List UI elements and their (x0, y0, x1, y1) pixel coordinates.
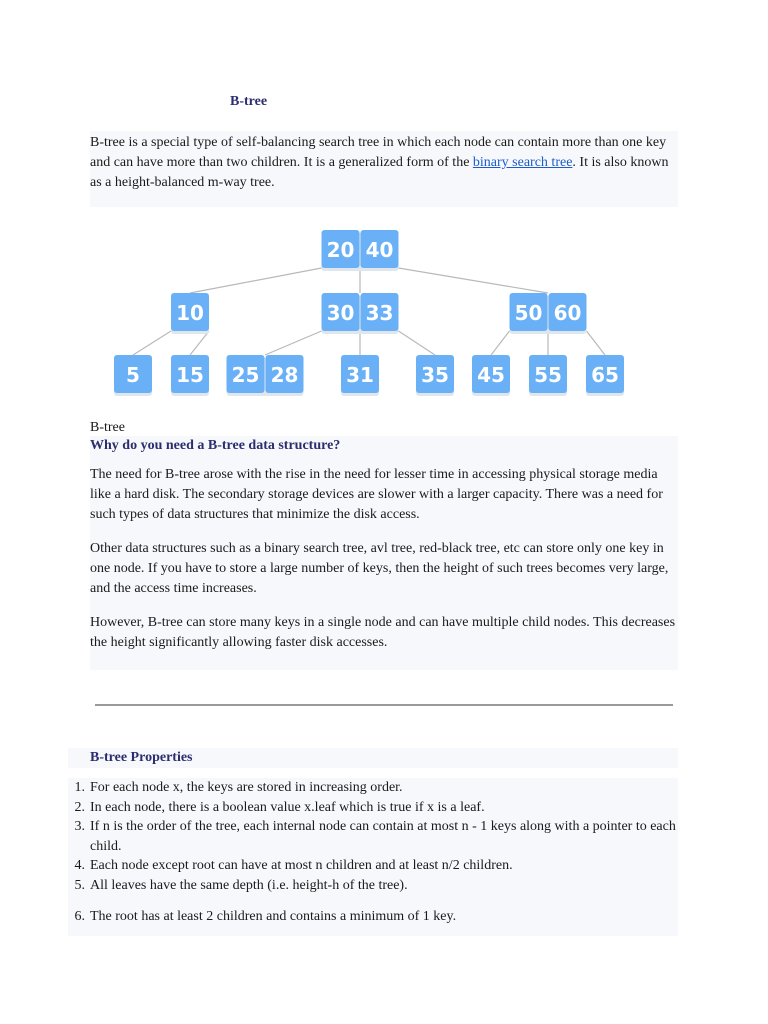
tree-edge (265, 331, 322, 355)
intro-panel (90, 131, 678, 207)
tree-node-leaf-55 (529, 355, 567, 396)
tree-key-label: 10 (176, 301, 204, 325)
intro-paragraph (90, 131, 678, 193)
tree-key-label: 5 (126, 363, 140, 387)
tree-key-label: 65 (591, 363, 619, 387)
tree-node-right (510, 293, 587, 334)
tree-edge (190, 331, 209, 355)
tree-key-label: 30 (326, 301, 355, 325)
tree-key-label: 20 (326, 238, 355, 262)
tree-key-label: 40 (365, 238, 394, 262)
binary-search-tree-link[interactable]: binary search tree (472, 155, 573, 170)
properties-heading-panel (68, 748, 678, 768)
properties-panel (68, 778, 678, 936)
tree-key-label: 33 (365, 301, 394, 325)
tree-edge (190, 268, 322, 293)
tree-key-label: 35 (421, 363, 449, 387)
tree-edge (399, 268, 549, 293)
tree-node-root (322, 230, 399, 271)
intro-text-end: . It is also known as a height-balanced m-way tree. (90, 155, 669, 190)
tree-node-leaf-35 (416, 355, 454, 396)
tree-edge (399, 331, 436, 355)
tree-node-leaf-5 (114, 355, 152, 396)
list-item: 4. Each node except root can have at most n children and at least n/2 children. (74, 858, 513, 873)
tree-key-label: 15 (176, 363, 204, 387)
tree-node-left (171, 293, 209, 334)
list-item: 2. In each node, there is a boolean value x.leaf which is true if x is a leaf. (74, 799, 485, 815)
tree-key-label: 31 (346, 363, 374, 387)
page-title: B-tree (230, 94, 268, 109)
btree-diagram (0, 220, 768, 410)
tree-key-label: 55 (534, 363, 562, 387)
btree-diagram-svg (0, 220, 768, 410)
list-item: 1. For each node x, the keys are stored in increasing order. (74, 780, 403, 795)
tree-node-leaf-15 (171, 355, 209, 396)
list-item: 3. If n is the order of the tree, each internal node can contain at most n - 1 keys along with a pointer to each child. (74, 819, 676, 854)
why-paragraph-2: Other data structures such as a binary search tree, avl tree, red-black tree, etc can store only one key in one node. If you have to store a large number of keys, then the height of such trees becomes very large, and the access time increases. (90, 541, 669, 596)
tree-key-label: 60 (553, 301, 582, 325)
tree-edge (133, 331, 171, 355)
list-item: 5. All leaves have the same depth (i.e. height-h of the tree). (74, 877, 408, 893)
tree-node-leaf-45 (472, 355, 510, 396)
properties-list (74, 778, 676, 927)
tree-key-label: 28 (270, 363, 299, 387)
tree-node-mid (322, 293, 399, 334)
why-panel (90, 436, 678, 670)
why-paragraph-1: The need for B-tree arose with the rise in the need for lesser time in accessing physical storage media like a hard disk. The secondary storage devices are slower with a larger capacity. There was a need for such types of data structures that minimize the disk access. (90, 467, 663, 522)
tree-nodes (114, 230, 624, 396)
list-item: 6. The root has at least 2 children and contains a minimum of 1 key. (74, 909, 457, 924)
why-heading: Why do you need a B-tree data structure? (90, 438, 341, 453)
properties-heading: B-tree Properties (90, 750, 193, 765)
diagram-caption: B-tree (90, 420, 125, 435)
tree-key-label: 45 (477, 363, 505, 387)
tree-edge (491, 331, 510, 355)
why-paragraph-3: However, B-tree can store many keys in a single node and can have multiple child nodes. This decreases the height significantly allowing faster disk accesses. (90, 615, 676, 650)
tree-edge (587, 331, 606, 355)
tree-key-label: 50 (514, 301, 543, 325)
intro-text: B-tree is a special type of self-balancing search tree in which each node can contain more than one key and can have more than two children. It is a generalized form of the (90, 135, 667, 170)
tree-key-label: 25 (231, 363, 260, 387)
horizontal-divider (95, 704, 673, 706)
tree-node-leaf-65 (586, 355, 624, 396)
tree-node-leaf-31 (341, 355, 379, 396)
tree-node-leaf-25-28 (227, 355, 304, 396)
